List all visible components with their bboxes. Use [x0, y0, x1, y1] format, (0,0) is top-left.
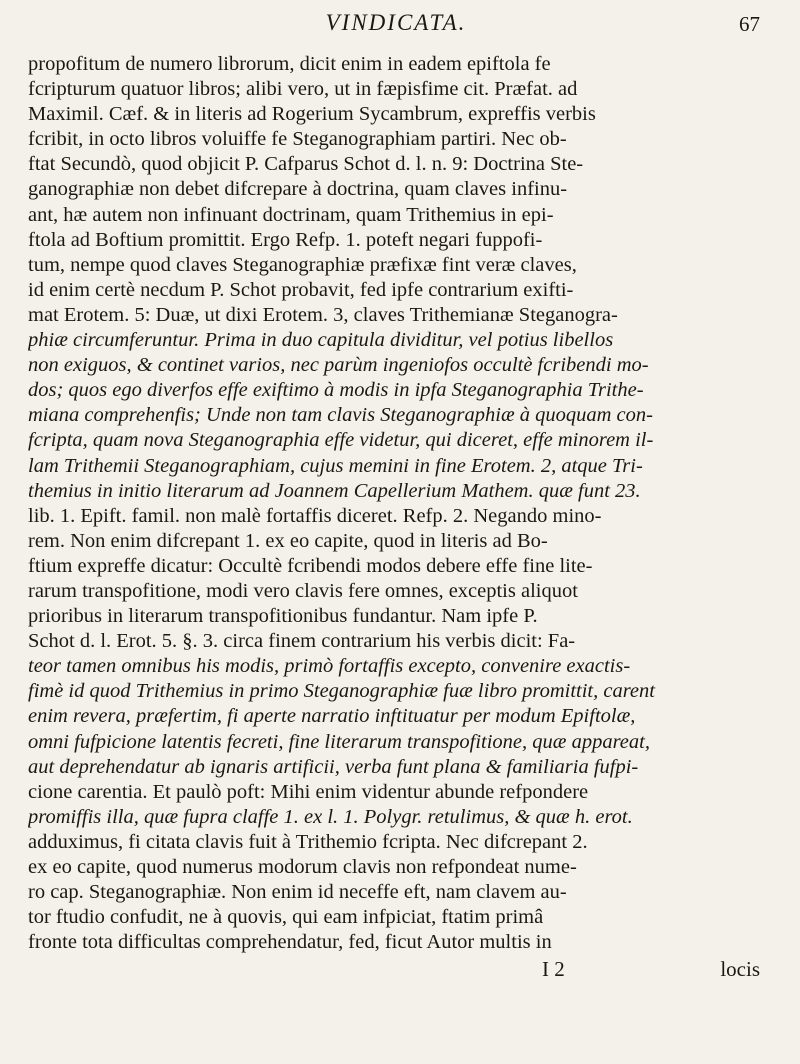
text-line: id enim certè necdum P. Schot probavit, fed ipfe contrarium exifti-	[28, 278, 574, 301]
signature-mark: I 2	[542, 957, 565, 982]
text-line: fcribit, in octo libros voluiffe fe Steganographiam partiri. Nec ob-	[28, 128, 567, 151]
text-line: Schot d. l. Erot. 5. §. 3. circa finem contrarium his verbis dicit: Fa-	[28, 630, 576, 653]
quotation-line: enim revera, præfertim, fi aperte narratio inftituatur per modum Epiftolæ,	[28, 705, 636, 728]
text-line: adduximus, fi citata clavis fuit à Trithemio fcripta. Nec difcrepant 2.	[28, 830, 588, 853]
quotation-line: miana comprehenfis; Unde non tam clavis Steganographiæ à quoquam con-	[28, 404, 653, 427]
quotation-line: promiffis illa, quæ fupra claffe 1. ex l. 1. Polygr. retulimus, & quæ h. erot.	[28, 805, 633, 828]
text-line: ganographiæ non debet difcrepare à doctrina, quam claves infinu-	[28, 178, 568, 201]
text-line: fcripturum quatuor libros; alibi vero, ut in fæpisfime cit. Præfat. ad	[28, 78, 578, 101]
text-line: ftium expreffe dicatur: Occultè fcribendi modos debere effe fine lite-	[28, 554, 593, 577]
quotation-line: themius in initio literarum ad Joannem Capellerium Mathem. quæ funt 23.	[28, 479, 641, 502]
quotation-line: non exiguos, & continet varios, nec parùm ingeniofos occultè fcribendi mo-	[28, 354, 649, 377]
text-line: tor ftudio confudit, ne à quovis, qui eam infpiciat, ftatim primâ	[28, 906, 544, 929]
quotation-line: lam Trithemii Steganographiam, cujus memini in fine Erotem. 2, atque Tri-	[28, 454, 643, 477]
text-line: ftola ad Boftium promittit. Ergo Refp. 1. poteft negari fuppofi-	[28, 228, 543, 251]
running-head: VINDICATA.	[325, 10, 467, 35]
text-line: ftat Secundò, quod objicit P. Cafparus Schot d. l. n. 9: Doctrina Ste-	[28, 153, 584, 176]
text-line: mat Erotem. 5: Duæ, ut dixi Erotem. 3, claves Trithemianæ Steganogra-	[28, 303, 618, 326]
quotation-line: phiæ circumferuntur. Prima in duo capitula dividitur, vel potius libellos	[28, 329, 614, 352]
page-footer	[28, 957, 764, 987]
quotation-line: fimè id quod Trithemius in primo Steganographiæ fuæ libro promittit, carent	[28, 680, 655, 703]
quotation-line: aut deprehendatur ab ignaris artificii, verba funt plana & familiaria fufpi-	[28, 755, 639, 778]
body-text	[28, 52, 764, 955]
page-header	[28, 4, 764, 52]
text-line: lib. 1. Epift. famil. non malè fortaffis diceret. Refp. 2. Negando mino-	[28, 504, 602, 527]
text-line: rarum transpofitione, modi vero clavis fere omnes, exceptis aliquot	[28, 579, 578, 602]
text-line: tum, nempe quod claves Steganographiæ præfixæ fint veræ claves,	[28, 253, 577, 276]
text-line: cione carentia. Et paulò poft: Mihi enim videntur abunde refpondere	[28, 780, 589, 803]
text-line: ant, hæ autem non infinuant doctrinam, quam Trithemius in epi-	[28, 203, 554, 226]
text-line: ex eo capite, quod numerus modorum clavis non refpondeat nume-	[28, 856, 577, 878]
text-line: propofitum de numero librorum, dicit enim in eadem epiftola fe	[28, 53, 551, 75]
page-number: 67	[739, 12, 760, 36]
quotation-line: teor tamen omnibus his modis, primò fortaffis excepto, convenire exactis-	[28, 655, 631, 678]
text-line: Maximil. Cæf. & in literis ad Rogerium Sycambrum, expreffis verbis	[28, 103, 596, 126]
catchword: locis	[720, 957, 760, 982]
quotation-line: dos; quos ego diverfos effe exiftimo à modis in ipfa Steganographia Trithe-	[28, 379, 644, 402]
text-line: prioribus in literarum transpofitionibus fundantur. Nam ipfe P.	[28, 605, 538, 628]
text-line: ro cap. Steganographiæ. Non enim id neceffe eft, nam clavem au-	[28, 881, 567, 904]
text-line: fronte tota difficultas comprehendatur, fed, ficut Autor multis in	[28, 931, 552, 954]
quotation-line: omni fufpicione latentis fecreti, fine literarum transpofitione, quæ appareat,	[28, 730, 650, 753]
text-line: rem. Non enim difcrepant 1. ex eo capite, quod in literis ad Bo-	[28, 529, 548, 552]
quotation-line: fcripta, quam nova Steganographia effe videtur, qui diceret, effe minorem il-	[28, 429, 654, 452]
